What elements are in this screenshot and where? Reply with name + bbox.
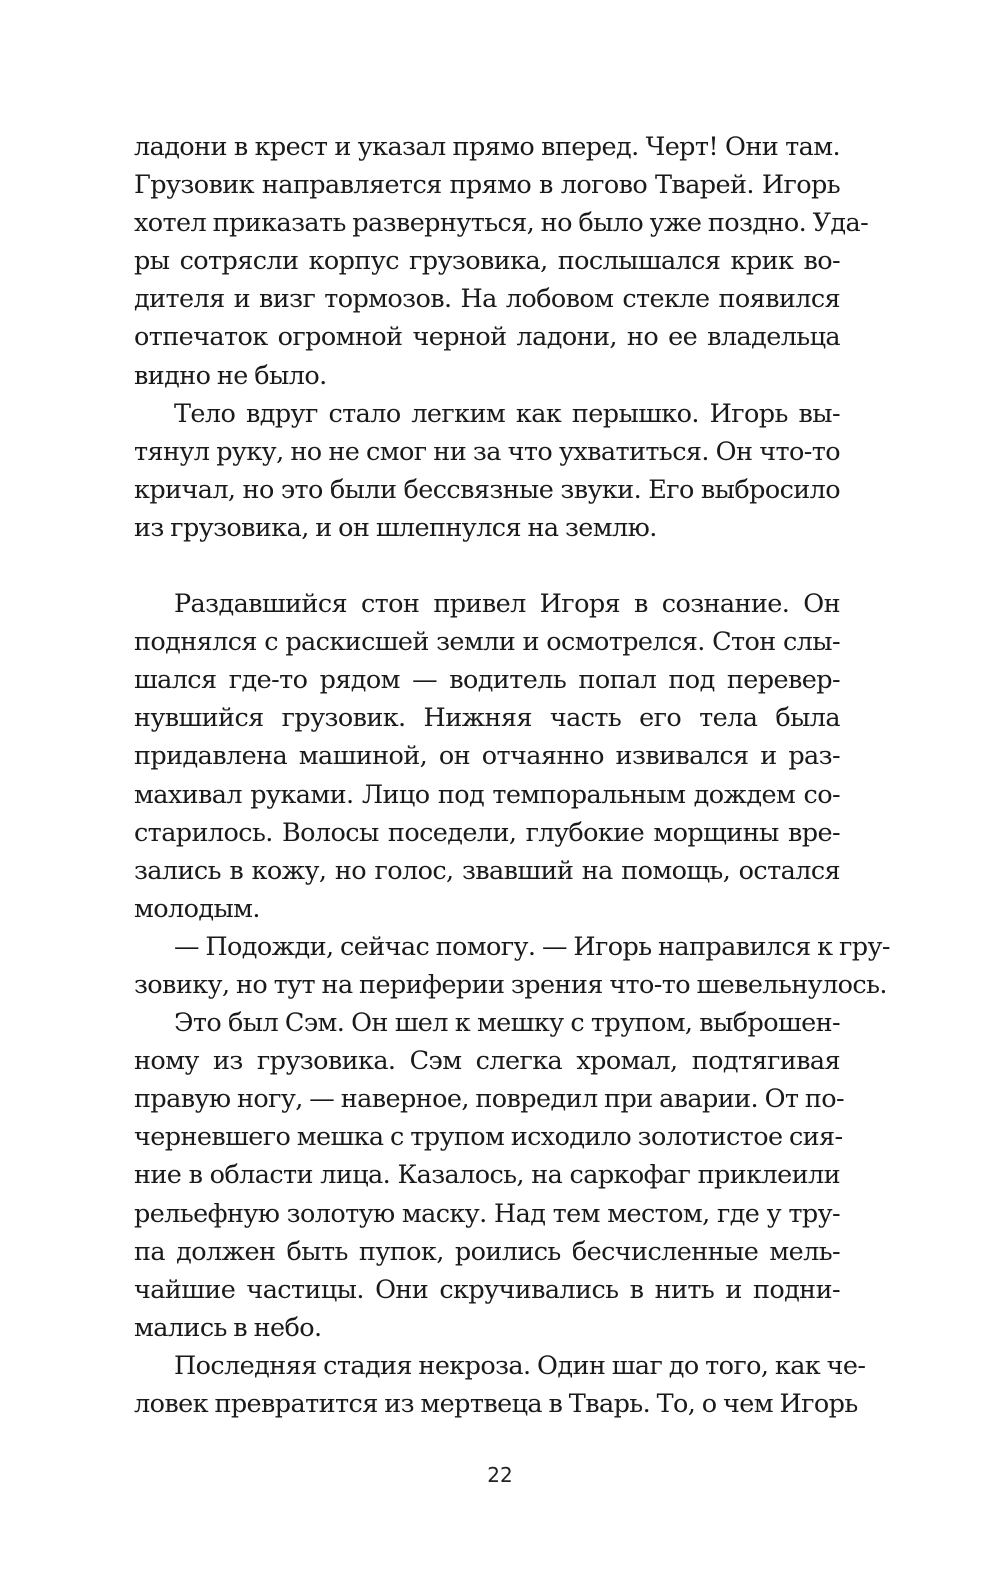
text-line: хотел приказать развернуться, но было уже поздно. Уда- — [134, 208, 869, 239]
text-line: шался где-то рядом — водитель попал под перевер- — [134, 665, 840, 696]
page-number: 22 — [487, 1463, 513, 1487]
text-line: Это был Сэм. Он шел к мешку с трупом, выброшен- — [174, 1008, 840, 1039]
text-line: поднялся с раскисшей земли и осмотрелся. Стон слы- — [134, 627, 840, 658]
text-line: ловек превратится из мертвеца в Тварь. То, о чем Игорь — [134, 1389, 858, 1419]
text-line: ному из грузовика. Сэм слегка хромал, подтягивая — [134, 1046, 840, 1077]
text-line: ладони в крест и указал прямо вперед. Черт! Они там. — [134, 132, 840, 162]
paragraph — [134, 395, 840, 547]
text-line: нувшийся грузовик. Нижняя часть его тела была — [134, 703, 840, 734]
text-line: кричал, но это были бессвязные звуки. Его выбросило — [134, 474, 840, 505]
text-line: махивал руками. Лицо под темпоральным дождем со- — [134, 779, 840, 810]
text-line: видно не было. — [134, 360, 327, 391]
text-line: зовику, но тут на периферии зрения что-то шевельнулось. — [134, 969, 887, 1000]
text-line: ние в области лица. Казалось, на саркофаг приклеили — [134, 1160, 840, 1191]
text-line: Тело вдруг стало легким как перышко. Игорь вы- — [174, 398, 840, 429]
text-line: ры сотрясли корпус грузовика, послышался крик во- — [134, 246, 840, 277]
text-line: молодым. — [134, 893, 260, 924]
text-line: из грузовика, и он шлепнулся на землю. — [134, 512, 657, 543]
text-line: рельефную золотую маску. Над тем местом, где у тру- — [134, 1198, 840, 1229]
text-line: зались в кожу, но голос, звавший на помощь, остался — [134, 855, 840, 886]
section-break — [134, 547, 840, 585]
text-line: Последняя стадия некроза. Один шаг до того, как че- — [174, 1350, 866, 1381]
text-line: чайшие частицы. Они скручивались в нить и подни- — [134, 1274, 840, 1305]
text-line: дителя и визг тормозов. На лобовом стекле появился — [134, 284, 840, 315]
page-text — [134, 128, 890, 1423]
text-line: мались в небо. — [134, 1312, 322, 1343]
paragraph — [134, 1004, 845, 1347]
text-line: отпечаток огромной черной ладони, но ее владельца — [134, 322, 840, 353]
paragraph — [134, 928, 890, 1004]
text-line: тянул руку, но не смог ни за что ухватиться. Он что-то — [134, 436, 840, 467]
text-line: правую ногу, — наверное, повредил при аварии. От по- — [134, 1084, 845, 1115]
paragraph — [134, 128, 869, 395]
text-line: — Подожди, сейчас помогу. — Игорь направился к гру- — [174, 931, 890, 962]
text-line: старилось. Волосы поседели, глубокие морщины вре- — [134, 817, 840, 848]
text-line: черневшего мешка с трупом исходило золотистое сия- — [134, 1122, 843, 1153]
paragraph — [134, 1347, 866, 1423]
paragraph — [134, 585, 840, 928]
text-line: Раздавшийся стон привел Игоря в сознание. Он — [174, 589, 840, 620]
text-line: придавлена машиной, он отчаянно извивался и раз- — [134, 741, 840, 772]
text-line: Грузовик направляется прямо в логово Тварей. Игорь — [134, 170, 840, 201]
text-line: па должен быть пупок, роились бесчисленные мель- — [134, 1236, 840, 1267]
